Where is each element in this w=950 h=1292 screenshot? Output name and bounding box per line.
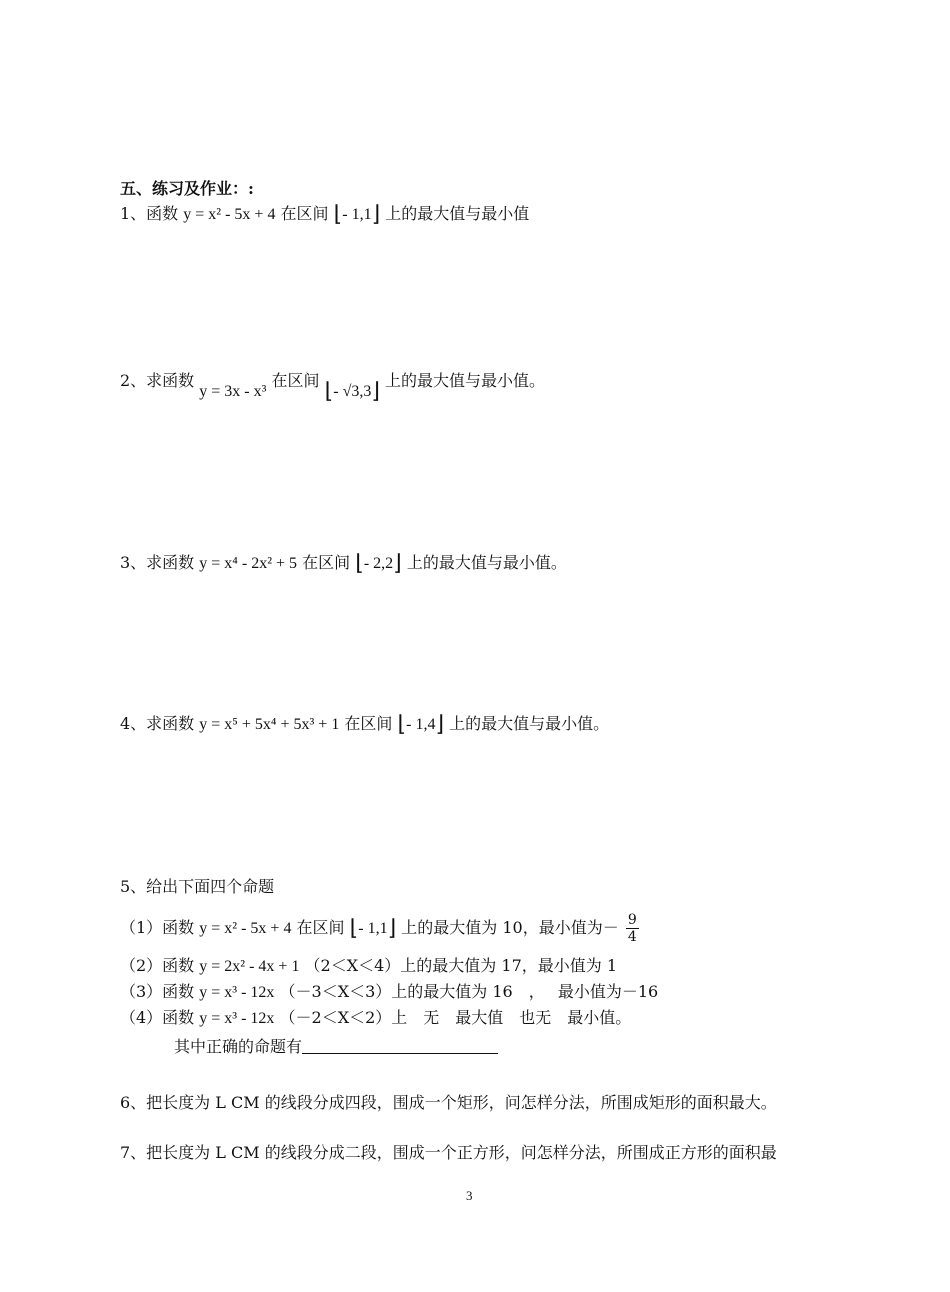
- q2-suffix: 上的最大值与最小值。: [385, 371, 546, 390]
- q5p1-fraction-numerator: 9: [627, 912, 637, 928]
- question-5-proposition-3: [120, 981, 658, 1004]
- q1-bracket-right: ⌋: [371, 201, 381, 226]
- q5p1-prefix: （1）函数: [120, 918, 195, 937]
- q2-bracket-right: ⌋: [371, 378, 380, 403]
- q1-formula: y = x² - 5x + 4: [183, 206, 276, 223]
- q5p4-prefix: （4）函数: [120, 1008, 195, 1027]
- question-3: [120, 552, 567, 575]
- q4-prefix: 4、求函数: [120, 714, 195, 733]
- q5p2-suffix: （2＜X＜4）上的最大值为 17，最小值为 1: [304, 956, 618, 975]
- question-5-answer: [174, 1036, 498, 1058]
- q1-prefix: 1、函数: [120, 204, 179, 223]
- q2-bracket-left: ⌊: [324, 378, 334, 403]
- q5p4-formula: y = x³ - 12x: [199, 1010, 275, 1027]
- q5p1-suffix: 上的最大值为 10，最小值为－: [401, 918, 619, 937]
- question-5-proposition-2: [120, 955, 617, 978]
- q5-answer-blank[interactable]: [302, 1037, 498, 1054]
- q5p3-formula: y = x³ - 12x: [199, 984, 275, 1001]
- q4-bracket-left: ⌊: [397, 711, 407, 736]
- q5p4-suffix: （－2＜X＜2）上 无 最大值 也无 最小值。: [279, 1008, 632, 1027]
- question-1: [120, 203, 529, 226]
- q2-interval: - √3,3: [333, 383, 372, 400]
- q2-mid: 在区间: [271, 371, 320, 390]
- question-5-proposition-1: [120, 912, 639, 945]
- q5p3-suffix: （－3＜X＜3）上的最大值为 16 ， 最小值为－16: [279, 982, 659, 1001]
- q1-suffix: 上的最大值与最小值: [385, 204, 530, 223]
- question-4: [120, 713, 609, 736]
- q1-bracket-left: ⌊: [333, 201, 343, 226]
- q4-formula: y = x⁵ + 5x⁴ + 5x³ + 1: [199, 716, 340, 733]
- question-5-title: 5、给出下面四个命题: [120, 877, 275, 896]
- q5p2-formula: y = 2x² - 4x + 1: [199, 958, 300, 975]
- question-5-proposition-4: [120, 1007, 631, 1030]
- question-2: [120, 370, 546, 403]
- section-title: 五、练习及作业：:: [120, 179, 254, 198]
- q3-formula: y = x⁴ - 2x² + 5: [199, 555, 298, 572]
- q4-interval: - 1,4: [406, 716, 436, 733]
- q5p1-bracket-right: ⌋: [387, 915, 397, 940]
- q3-bracket-left: ⌊: [355, 550, 364, 575]
- q1-mid: 在区间: [280, 204, 329, 223]
- question-6: 6、把长度为 L CM 的线段分成四段，围成一个矩形，问怎样分法，所围成矩形的面积最大。: [120, 1093, 777, 1112]
- q5p1-fraction-denominator: 4: [627, 929, 637, 945]
- q5p2-prefix: （2）函数: [120, 956, 195, 975]
- q4-mid: 在区间: [344, 714, 393, 733]
- question-7: 7、把长度为 L CM 的线段分成二段，围成一个正方形，问怎样分法，所围成正方形的面积最: [120, 1143, 777, 1162]
- q4-suffix: 上的最大值与最小值。: [449, 714, 610, 733]
- q5p1-bracket-left: ⌊: [349, 915, 359, 940]
- q2-formula: y = 3x - x³: [199, 383, 267, 400]
- q5p1-fraction: [626, 912, 639, 945]
- q2-prefix: 2、求函数: [120, 371, 195, 390]
- q3-prefix: 3、求函数: [120, 553, 195, 572]
- q4-bracket-right: ⌋: [435, 711, 445, 736]
- q3-bracket-right: ⌋: [393, 550, 402, 575]
- q3-suffix: 上的最大值与最小值。: [406, 553, 567, 572]
- q3-interval: - 2,2: [363, 555, 394, 572]
- q5p1-mid: 在区间: [296, 918, 345, 937]
- q5p1-interval: - 1,1: [358, 920, 388, 937]
- q1-interval: - 1,1: [342, 206, 372, 223]
- q3-mid: 在区间: [302, 553, 351, 572]
- q5p1-formula: y = x² - 5x + 4: [199, 920, 292, 937]
- q5-answer-label: 其中正确的命题有: [174, 1037, 303, 1056]
- q5p3-prefix: （3）函数: [120, 982, 195, 1001]
- page-number: 3: [466, 1188, 473, 1203]
